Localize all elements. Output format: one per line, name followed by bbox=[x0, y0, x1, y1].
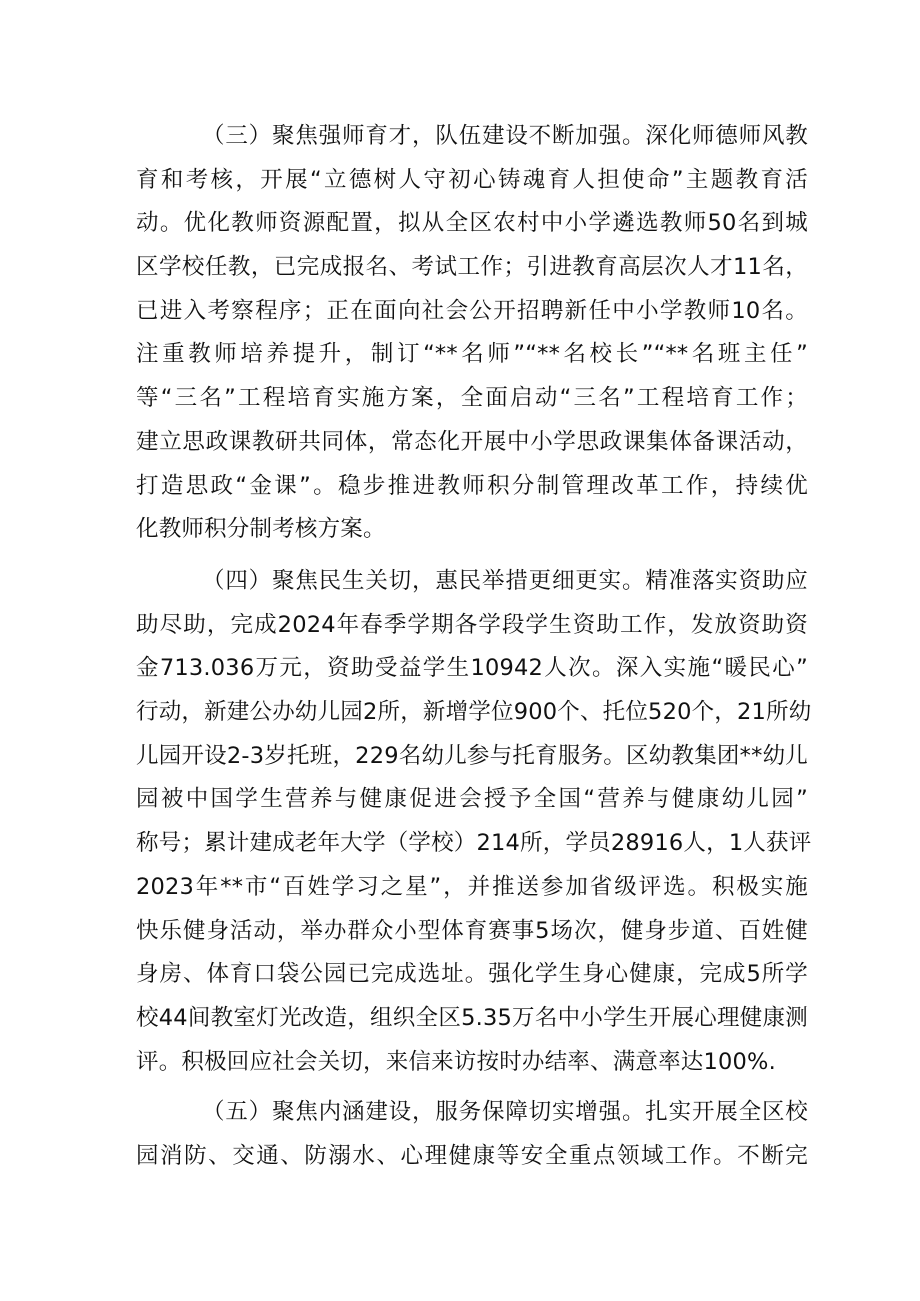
text-line: 化教师积分制考核方案。 bbox=[136, 516, 386, 543]
text-line: 儿园开设2-3岁托班，229名幼儿参与托育服务。区幼教集团**幼儿 bbox=[136, 742, 808, 769]
text-line: 园消防、交通、防溺水、心理健康等安全重点领域工作。不断完 bbox=[136, 1142, 808, 1169]
text-line: 已进入考察程序；正在面向社会公开招聘新任中小学教师10名。 bbox=[136, 297, 808, 324]
text-line: 身房、体育口袋公园已完成选址。强化学生身心健康，完成5所学 bbox=[136, 961, 808, 988]
text-line: 注重教师培养提升，制订“**名师”“**名校长”“**名班主任” bbox=[136, 341, 808, 368]
paragraph-service-support bbox=[136, 1091, 808, 1178]
text-line: 育和考核，开展“立德树人守初心铸魂育人担使命”主题教育活 bbox=[136, 166, 808, 193]
text-line: 校44间教室灯光改造，组织全区5.35万名中小学生开展心理健康测 bbox=[136, 1004, 808, 1031]
text-line: 2023年**市“百姓学习之星”，并推送参加省级评选。积极实施 bbox=[136, 873, 808, 900]
text-line: （四）聚焦民生关切，惠民举措更细更实。精准落实资助应 bbox=[202, 568, 808, 594]
text-line: 金713.036万元，资助受益学生10942人次。深入实施“暖民心” bbox=[136, 655, 808, 682]
text-line: 助尽助，完成2024年春季学期各学段学生资助工作，发放资助资 bbox=[136, 611, 808, 638]
text-line: 动。优化教师资源配置，拟从全区农村中小学遴选教师50名到城 bbox=[136, 210, 808, 237]
text-line: 区学校任教，已完成报名、考试工作；引进教育高层次人才11名， bbox=[136, 254, 808, 281]
text-line: 园被中国学生营养与健康促进会授予全国“营养与健康幼儿园” bbox=[136, 786, 808, 813]
text-line: 建立思政课教研共同体，常态化开展中小学思政课集体备课活动， bbox=[136, 428, 808, 455]
text-line: 等“三名”工程培育实施方案，全面启动“三名”工程培育工作； bbox=[136, 385, 808, 412]
text-line: 打造思政“金课”。稳步推进教师积分制管理改革工作，持续优 bbox=[136, 472, 808, 499]
paragraph-teacher-development bbox=[136, 115, 808, 552]
text-line: 评。积极回应社会关切，来信来访按时办结率、满意率达100%. bbox=[136, 1048, 776, 1075]
text-line: 快乐健身活动，举办群众小型体育赛事5场次，健身步道、百姓健 bbox=[136, 917, 808, 944]
text-line: 称号；累计建成老年大学（学校）214所，学员28916人，1人获评 bbox=[136, 830, 812, 857]
text-line: （三）聚焦强师育才，队伍建设不断加强。深化师德师风教 bbox=[202, 123, 808, 149]
paragraph-livelihood bbox=[136, 560, 812, 1084]
text-line: 行动，新建公办幼儿园2所，新增学位900个、托位520个，21所幼 bbox=[136, 699, 812, 726]
text-line: （五）聚焦内涵建设，服务保障切实增强。扎实开展全区校 bbox=[202, 1099, 808, 1125]
